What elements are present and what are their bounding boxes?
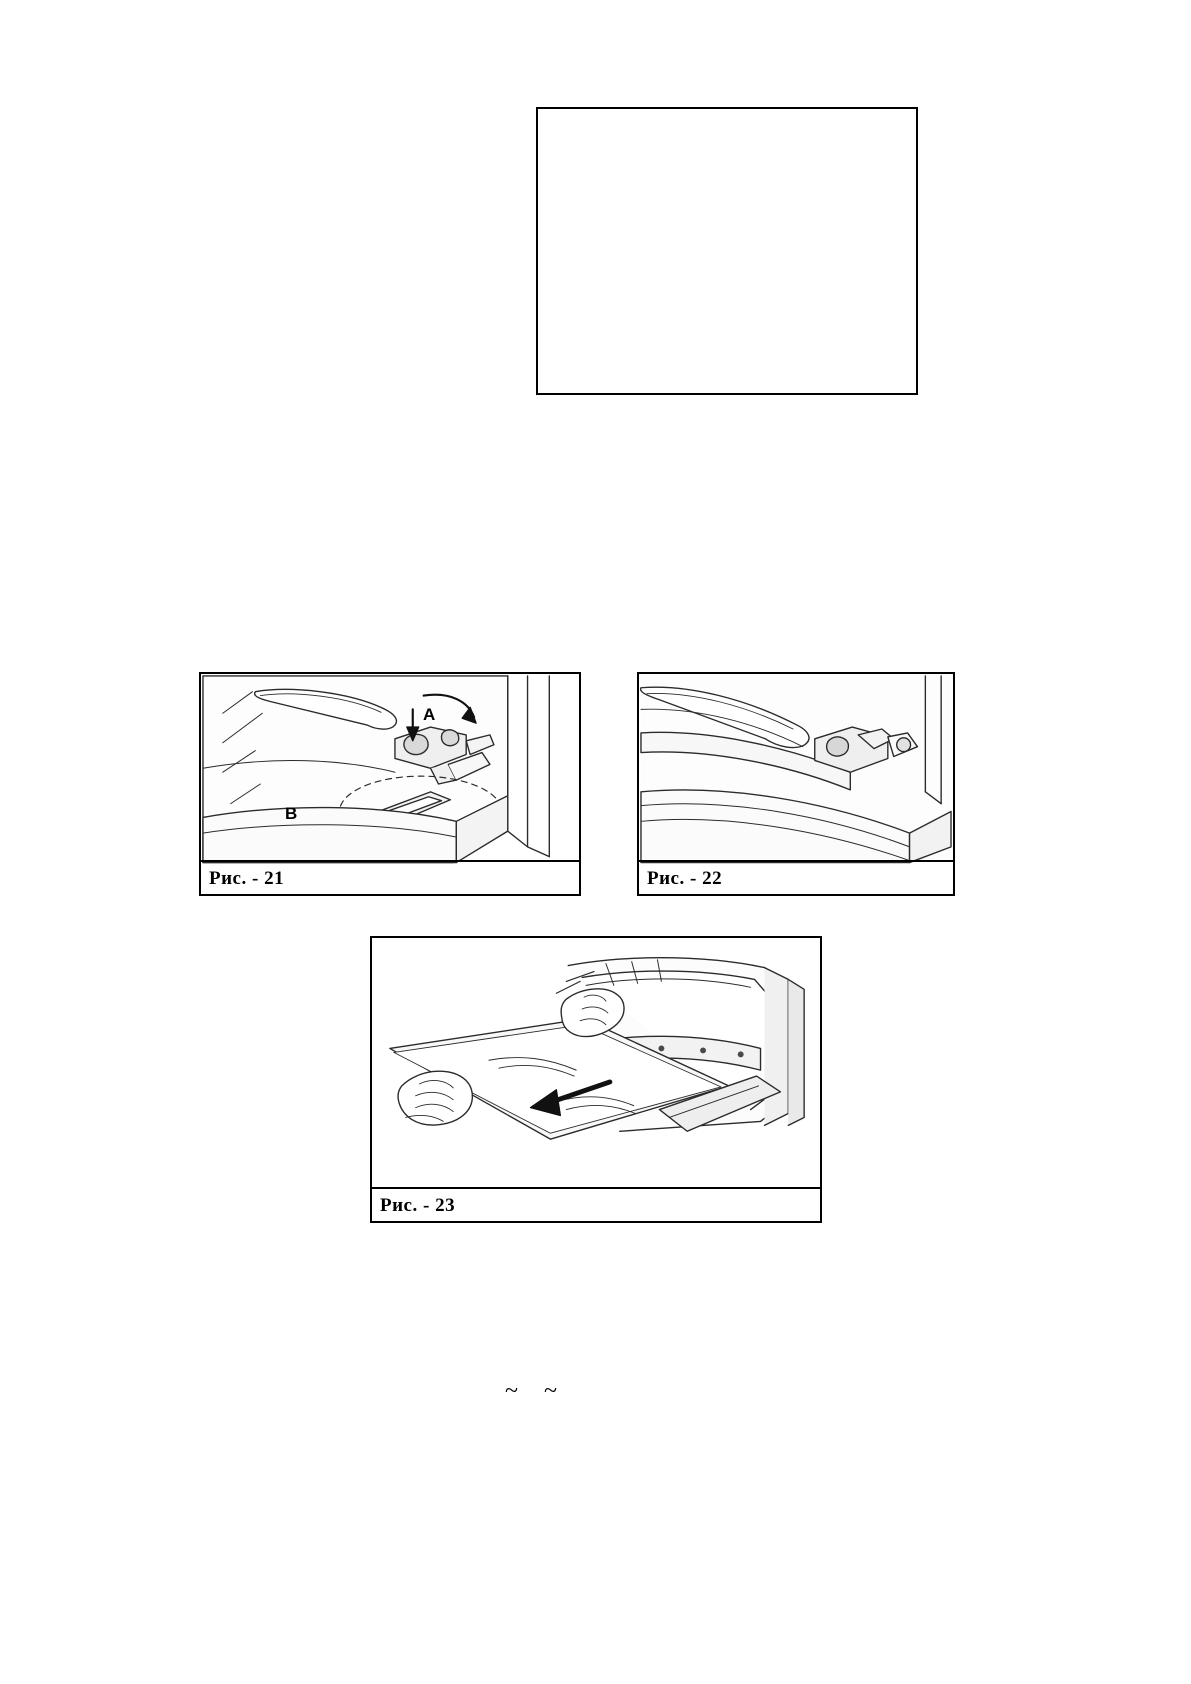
empty-content-box (536, 107, 918, 395)
figure-21-caption-rule (201, 860, 579, 862)
figure-21 (199, 672, 581, 896)
figure-23-caption: Рис. - 23 (380, 1195, 456, 1216)
figure-22-caption-rule (639, 860, 953, 862)
figure-21-label-b: B (285, 804, 298, 823)
figure-22 (637, 672, 955, 896)
figure-21-label-a: A (423, 705, 436, 724)
figure-22-caption: Рис. - 22 (647, 868, 723, 889)
footer-page-marks: ~ ~ (505, 1378, 559, 1404)
figure-23 (370, 936, 822, 1223)
figure-21-caption: Рис. - 21 (209, 868, 285, 889)
figure-23-caption-rule (372, 1187, 820, 1189)
figure-23-illustration (372, 938, 820, 1221)
